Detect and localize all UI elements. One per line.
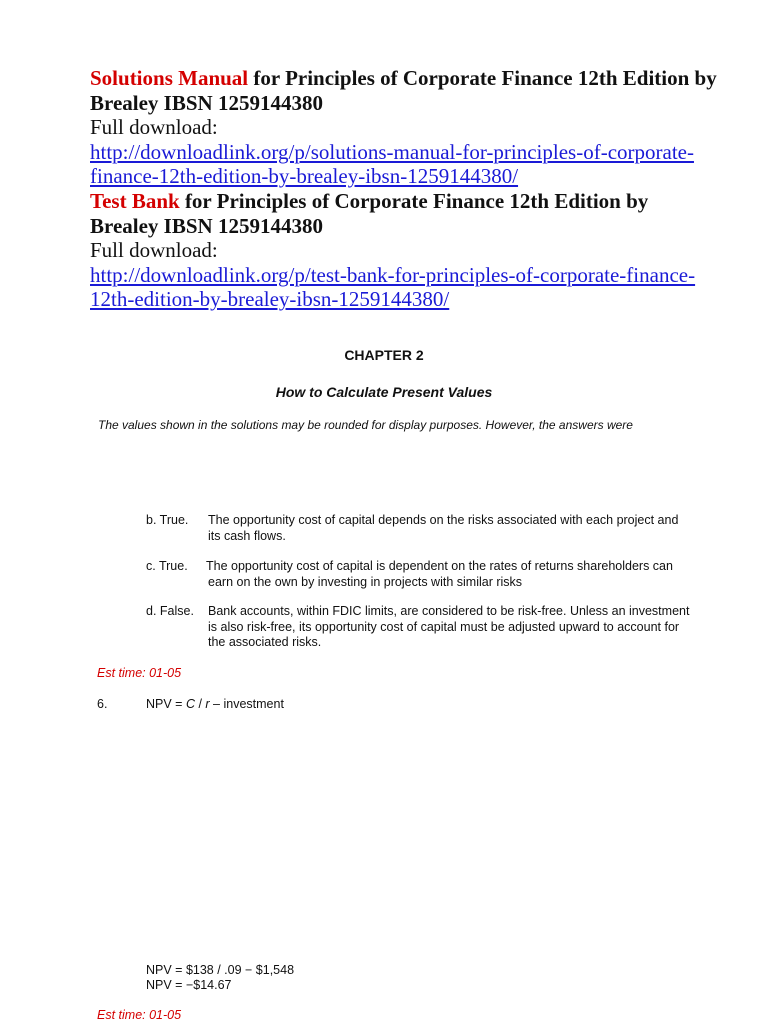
test-bank-title: for Principles of Corporate Finance 12th Edition by	[179, 189, 649, 213]
answer-c-label: c. True.	[146, 559, 188, 573]
test-bank-header	[90, 189, 750, 312]
solutions-download-link-line1[interactable]: http://downloadlink.org/p/solutions-manual-for-principles-of-corporate-	[90, 139, 694, 164]
answer-item-d	[146, 604, 736, 651]
solutions-download-label: Full download:	[90, 115, 218, 140]
test-bank-download-link-line2[interactable]: 12th-edition-by-brealey-ibsn-1259144380/	[90, 287, 450, 312]
test-bank-title-line2: Brealey IBSN 1259144380	[90, 213, 323, 238]
answer-b-line1: The opportunity cost of capital depends on the risks associated with each project and	[208, 513, 679, 527]
est-time-1: Est time: 01-05	[97, 666, 182, 680]
formula-suffix: – investment	[209, 697, 284, 711]
npv-calculation	[146, 963, 294, 992]
answer-item-b	[146, 513, 736, 544]
solutions-manual-label: Solutions Manual	[90, 66, 249, 90]
solutions-download-link-line2[interactable]: finance-12th-edition-by-brealey-ibsn-1259144380/	[90, 164, 519, 189]
answer-d-line3: the associated risks.	[208, 635, 322, 649]
test-bank-label: Test Bank	[90, 189, 180, 213]
solutions-manual-title-line2: Brealey IBSN 1259144380	[90, 90, 323, 115]
answer-d-line2: is also risk-free, its opportunity cost of capital must be adjusted upward to account for	[208, 619, 680, 634]
formula-prefix: NPV =	[146, 697, 186, 711]
answer-c-line1: The opportunity cost of capital is dependent on the rates of returns shareholders can	[206, 559, 673, 573]
formula-slash: /	[194, 697, 206, 711]
npv-calc-line1: NPV = $138 / .09 − $1,548	[146, 963, 295, 977]
chapter-title: How to Calculate Present Values	[275, 384, 493, 400]
solutions-manual-title: for Principles of Corporate Finance 12th Edition by	[248, 66, 717, 90]
chapter-label: CHAPTER 2	[344, 347, 424, 363]
question-6-formula	[146, 697, 284, 711]
test-bank-download-label: Full download:	[90, 238, 218, 263]
npv-calc-line2: NPV = −$14.67	[146, 977, 232, 992]
formula-r: r	[205, 697, 210, 711]
formula-c: C	[185, 697, 195, 711]
test-bank-download-link-line1[interactable]: http://downloadlink.org/p/test-bank-for-principles-of-corporate-finance-	[90, 262, 696, 287]
answer-b-label: b. True.	[146, 513, 189, 527]
est-time-2: Est time: 01-05	[97, 1008, 182, 1022]
answer-b-line2: its cash flows.	[208, 528, 286, 543]
answer-d-label: d. False.	[146, 604, 194, 618]
test-bank-title-line1	[90, 189, 750, 214]
question-6-number: 6.	[97, 697, 108, 711]
answer-d-line1: Bank accounts, within FDIC limits, are considered to be risk-free. Unless an investment	[208, 604, 690, 618]
solutions-manual-header	[90, 66, 750, 189]
answer-item-c	[146, 559, 736, 590]
answer-c-line2: earn on the own by investing in projects with similar risks	[208, 574, 523, 589]
solutions-manual-title-line1	[90, 66, 750, 91]
rounding-note: The values shown in the solutions may be rounded for display purposes. However, the answers were	[98, 418, 633, 432]
